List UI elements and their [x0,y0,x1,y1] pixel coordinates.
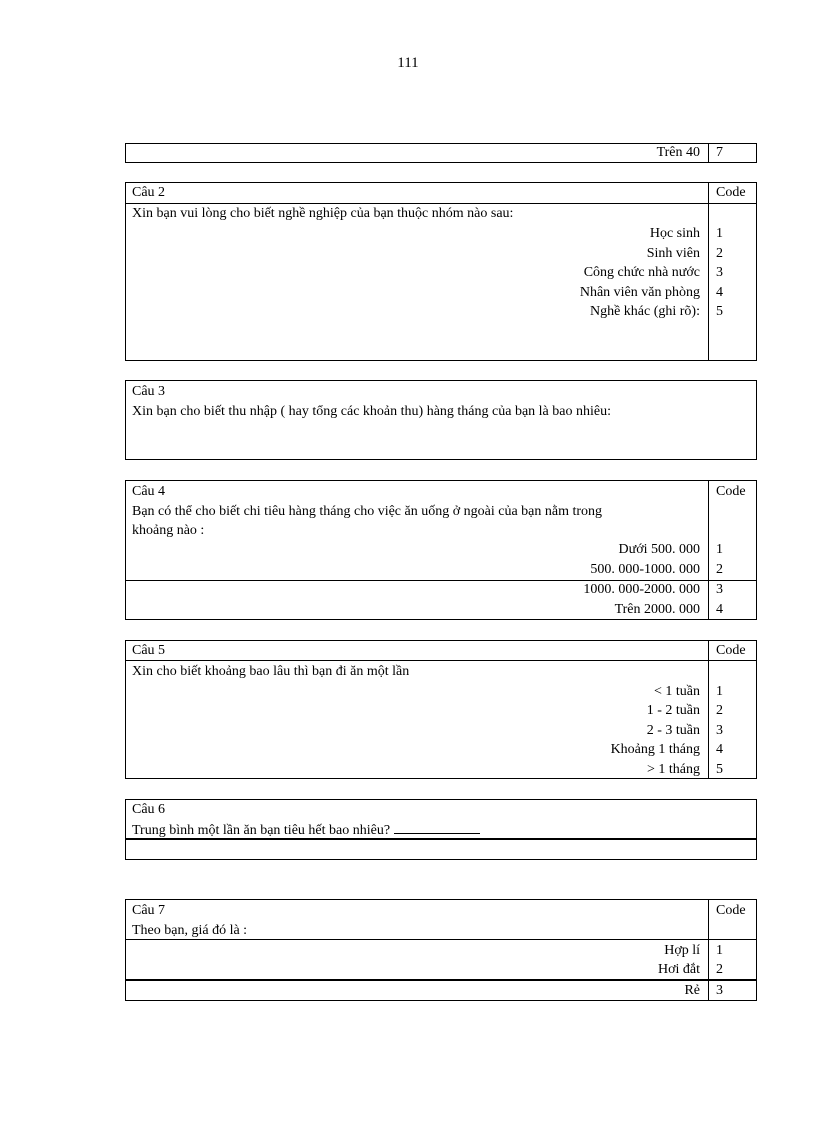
option-code: 3 [716,723,723,738]
code-header: Code [716,643,746,658]
question-title: Câu 3 [132,384,166,399]
code-column [708,183,709,360]
row-divider [126,580,756,581]
question-7-box [125,899,757,1001]
question-title: Câu 2 [132,185,166,200]
question-text-line-1: Bạn có thể cho biết chi tiêu hàng tháng cho việc ăn uống ở ngoài của bạn nằm trong [132,504,603,519]
option-label: Hơi đắt [657,962,700,977]
question-text: Xin bạn cho biết thu nhập ( hay tổng các khoản thu) hàng tháng của bạn là bao nhiêu: [132,404,611,419]
question-text: Trung bình một lần ăn bạn tiêu hết bao nhiêu? [132,823,391,838]
question-2-box [125,182,757,361]
code-header: Code [716,484,746,499]
option-label: < 1 tuần [654,684,700,699]
option-code: 4 [716,285,723,300]
question-text: Theo bạn, giá đó là : [132,923,248,938]
option-label: > 1 tháng [647,762,700,777]
option-code: 1 [716,684,723,699]
option-label: Dưới 500. 000 [618,542,700,557]
answer-blank[interactable] [394,821,480,834]
row-divider [126,939,756,940]
option-code: 5 [716,762,723,777]
code-column [708,900,709,1000]
option-label: Rẻ [684,983,700,998]
option-label: 1 - 2 tuần [646,703,700,718]
option-code: 1 [716,943,723,958]
question-title: Câu 6 [132,802,166,817]
header-divider [126,203,756,204]
option-code: 5 [716,304,723,319]
option-label: 2 - 3 tuần [646,723,700,738]
option-code: 1 [716,542,723,557]
question-3-box [125,380,757,460]
option-code: 2 [716,962,723,977]
option-label: Trên 2000. 000 [614,602,700,617]
question-title: Câu 5 [132,643,166,658]
option-label: 500. 000-1000. 000 [590,562,700,577]
option-label: Sinh viên [646,246,700,261]
question-text: Xin cho biết khoảng bao lâu thì bạn đi ăn một lần [132,664,410,679]
option-code: 3 [716,983,723,998]
option-label: Công chức nhà nước [583,265,700,280]
option-code: 3 [716,582,723,597]
code-header: Code [716,185,746,200]
option-label: Hợp lí [664,943,700,958]
option-code: 2 [716,703,723,718]
question-text: Xin bạn vui lòng cho biết nghề nghiệp của bạn thuộc nhóm nào sau: [132,206,514,221]
option-code: 7 [716,145,723,160]
question-6-box [125,799,757,860]
option-code: 1 [716,226,723,241]
option-code: 4 [716,742,723,757]
q1-tail-box [125,143,757,163]
question-4-box [125,480,757,620]
code-column [708,144,709,162]
option-code: 4 [716,602,723,617]
row-divider [126,979,756,981]
question-title: Câu 4 [132,484,166,499]
option-label: Khoảng 1 tháng [610,742,700,757]
code-header: Code [716,903,746,918]
option-label: Trên 40 [656,145,700,160]
question-title: Câu 7 [132,903,166,918]
question-5-box [125,640,757,779]
code-column [708,481,709,619]
header-divider [126,660,756,661]
code-column [708,641,709,778]
question-text-line-2: khoảng nào : [132,523,205,538]
option-code: 2 [716,562,723,577]
question-text-row [132,821,480,839]
option-label: Học sinh [649,226,700,241]
option-label: 1000. 000-2000. 000 [583,582,700,597]
option-code: 3 [716,265,723,280]
option-label: Nhân viên văn phòng [579,285,700,300]
option-label: Nghề khác (ghi rõ): [589,304,700,319]
page-number: 111 [397,55,419,71]
option-code: 2 [716,246,723,261]
